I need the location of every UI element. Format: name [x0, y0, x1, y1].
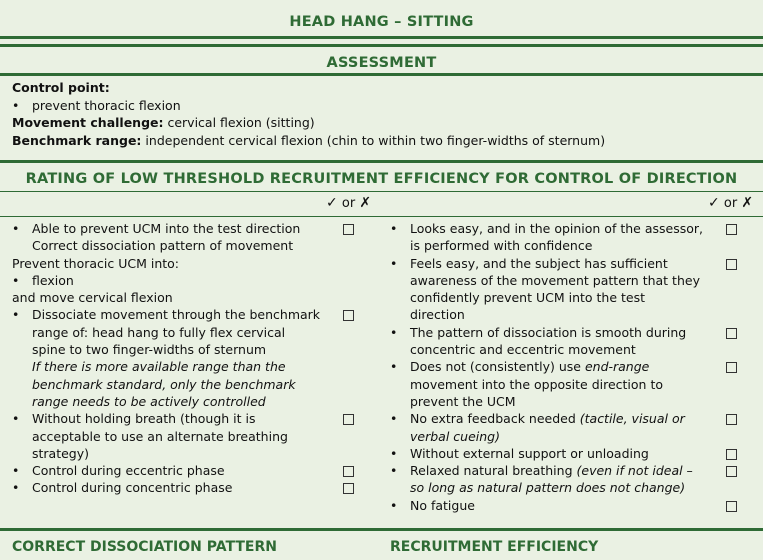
rating-checkbox[interactable] — [726, 328, 737, 339]
item-text: Control during concentric phase — [32, 480, 233, 496]
list-item — [12, 410, 362, 462]
footer-left-heading: CORRECT DISSOCIATION PATTERN — [12, 539, 277, 555]
page-title: HEAD HANG – SITTING — [0, 0, 763, 39]
move-text: and move cervical flexion — [12, 290, 173, 306]
item-text: Without external support or unloading — [410, 445, 649, 461]
item-text: The pattern of dissociation is smooth during — [410, 324, 687, 340]
bullet: • — [12, 463, 20, 479]
item-text-emphasis: (even if not ideal – — [576, 463, 693, 479]
list-item — [12, 306, 362, 410]
item-text: strategy) — [32, 445, 90, 461]
list-item — [390, 358, 750, 410]
rating-checkbox[interactable] — [343, 224, 354, 235]
bullet: • — [390, 497, 398, 513]
list-item — [390, 255, 750, 324]
rating-checkbox[interactable] — [343, 483, 354, 494]
item-text: range of: head hang to fully flex cervical — [32, 324, 286, 340]
list-item — [390, 220, 750, 255]
list-item — [12, 479, 362, 496]
footer — [0, 528, 763, 560]
bullet: • — [12, 272, 20, 288]
item-text-emphasis: so long as natural pattern does not change) — [410, 480, 686, 496]
control-point-item: prevent thoracic flexion — [32, 97, 181, 113]
list-item — [12, 272, 362, 289]
bullet: • — [390, 463, 398, 479]
bullet: • — [390, 255, 398, 271]
item-text: is performed with confidence — [410, 238, 593, 254]
benchmark-text: independent cervical flexion (chin to within two finger-widths of sternum) — [145, 132, 606, 148]
item-text: Relaxed natural breathing — [410, 463, 577, 479]
bullet: • — [390, 221, 398, 236]
footer-right-heading: RECRUITMENT EFFICIENCY — [390, 539, 599, 555]
benchmark-label: Benchmark range: — [12, 132, 142, 148]
check-or-cross-right — [708, 195, 753, 211]
item-text: Feels easy, and the subject has sufficient — [410, 255, 668, 271]
bullet: • — [12, 97, 20, 113]
rating-checkbox[interactable] — [726, 501, 737, 512]
item-text: direction — [410, 307, 465, 323]
or-label: or — [341, 196, 356, 211]
item-text: Without holding breath (though it is — [32, 411, 256, 427]
or-label: or — [723, 196, 738, 211]
efficiency-criteria — [390, 220, 750, 514]
bullet: • — [390, 324, 398, 340]
bullet: • — [390, 411, 398, 427]
item-text-emphasis: (tactile, visual or — [579, 411, 685, 427]
movement-challenge-label: Movement challenge: — [12, 115, 164, 130]
item-text: Control during eccentric phase — [32, 463, 225, 479]
item-text: confidently prevent UCM into the test — [410, 290, 646, 306]
rating-checkbox[interactable] — [726, 362, 737, 373]
check-icon: ✓ — [326, 195, 338, 211]
list-item — [390, 462, 750, 497]
rating-checkbox[interactable] — [343, 414, 354, 425]
assessment-heading: ASSESSMENT — [0, 44, 763, 76]
check-icon: ✓ — [708, 195, 720, 211]
cross-icon: ✗ — [359, 195, 372, 211]
movement-challenge-text: cervical flexion (sitting) — [167, 115, 315, 130]
item-text: flexion — [32, 272, 74, 288]
rating-subheader — [0, 192, 763, 217]
item-text: awareness of the movement pattern that they — [410, 272, 700, 288]
note-text: benchmark standard, only the benchmark — [32, 376, 296, 392]
bullet: • — [390, 359, 398, 375]
rating-checkbox[interactable] — [726, 259, 737, 270]
list-item — [390, 497, 750, 514]
list-item — [12, 462, 362, 479]
bullet: • — [12, 480, 20, 496]
prevent-text: Prevent thoracic UCM into: — [12, 255, 180, 271]
item-text-emphasis: end-range — [584, 359, 650, 375]
item-text: Does not (consistently) use — [410, 359, 585, 375]
list-item — [390, 445, 750, 462]
note-text: If there is more available range than the — [32, 359, 286, 375]
rating-checkbox[interactable] — [726, 466, 737, 477]
item-text: Correct dissociation pattern of movement — [32, 238, 294, 254]
list-item — [390, 410, 750, 445]
item-text: No fatigue — [410, 497, 475, 513]
item-text: spine to two finger-widths of sternum — [32, 342, 267, 358]
item-text: Looks easy, and in the opinion of the assessor, — [410, 221, 703, 236]
item-text: concentric and eccentric movement — [410, 342, 636, 358]
rating-checkbox[interactable] — [726, 224, 737, 235]
bullet: • — [12, 221, 20, 236]
note-text: range needs to be actively controlled — [32, 393, 266, 409]
item-text: acceptable to use an alternate breathing — [32, 428, 288, 444]
check-or-cross-left — [326, 195, 371, 211]
rating-heading: RATING OF LOW THRESHOLD RECRUITMENT EFFICIENCY FOR CONTROL OF DIRECTION — [0, 160, 763, 192]
cross-icon: ✗ — [741, 195, 754, 211]
item-text: Dissociate movement through the benchmark — [32, 307, 321, 323]
rating-checkbox[interactable] — [726, 414, 737, 425]
bullet: • — [12, 411, 20, 427]
item-text: Able to prevent UCM into the test direction — [32, 221, 301, 236]
rating-checkbox[interactable] — [726, 449, 737, 460]
assessment-info — [12, 79, 752, 149]
bullet: • — [390, 445, 398, 461]
control-point-label: Control point: — [12, 80, 110, 95]
list-item — [390, 324, 750, 359]
rating-checkbox[interactable] — [343, 310, 354, 321]
item-text-emphasis: verbal cueing) — [410, 428, 500, 444]
rating-checkbox[interactable] — [343, 466, 354, 477]
item-text: No extra feedback needed — [410, 411, 580, 427]
bullet: • — [12, 307, 20, 323]
list-item — [12, 220, 362, 255]
dissociation-criteria — [12, 220, 362, 497]
item-text: prevent the UCM — [410, 393, 516, 409]
item-text: movement into the opposite direction to — [410, 376, 663, 392]
